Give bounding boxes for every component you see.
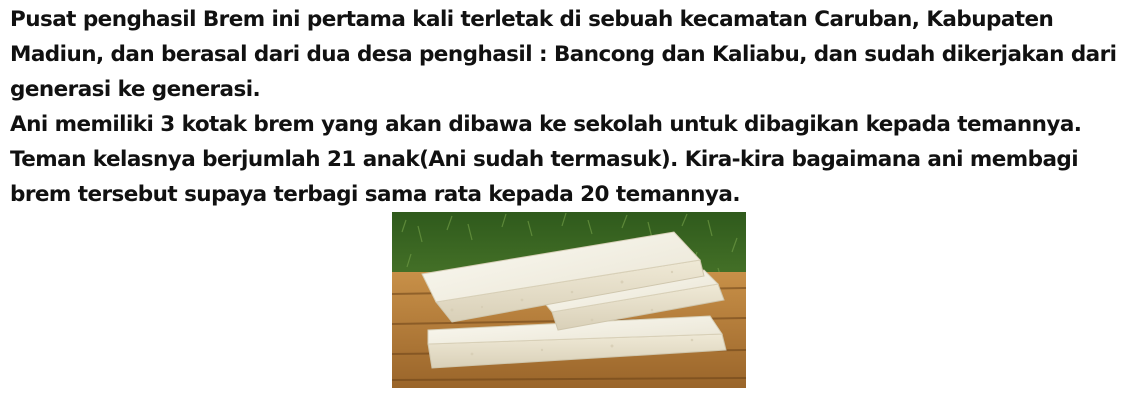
- paragraph-history: Pusat penghasil Brem ini pertama kali terletak di sebuah kecamatan Caruban, Kabupaten Madiun, dan berasal dari dua desa penghasil : Bancong dan Kaliabu, dan sudah dikerjakan dari generasi ke generasi.: [10, 7, 1117, 102]
- question-text: [10, 2, 1135, 212]
- paragraph-problem: Ani memiliki 3 kotak brem yang akan dibawa ke sekolah untuk dibagikan kepada temannya. Teman kelasnya berjumlah 21 anak(Ani sudah termasuk). Kira-kira bagaimana ani membagi brem tersebut supaya terbagi sama rata kepada 20 temannya.: [10, 112, 1082, 207]
- brem-photo: [392, 212, 746, 388]
- brem-illustration: [392, 212, 746, 388]
